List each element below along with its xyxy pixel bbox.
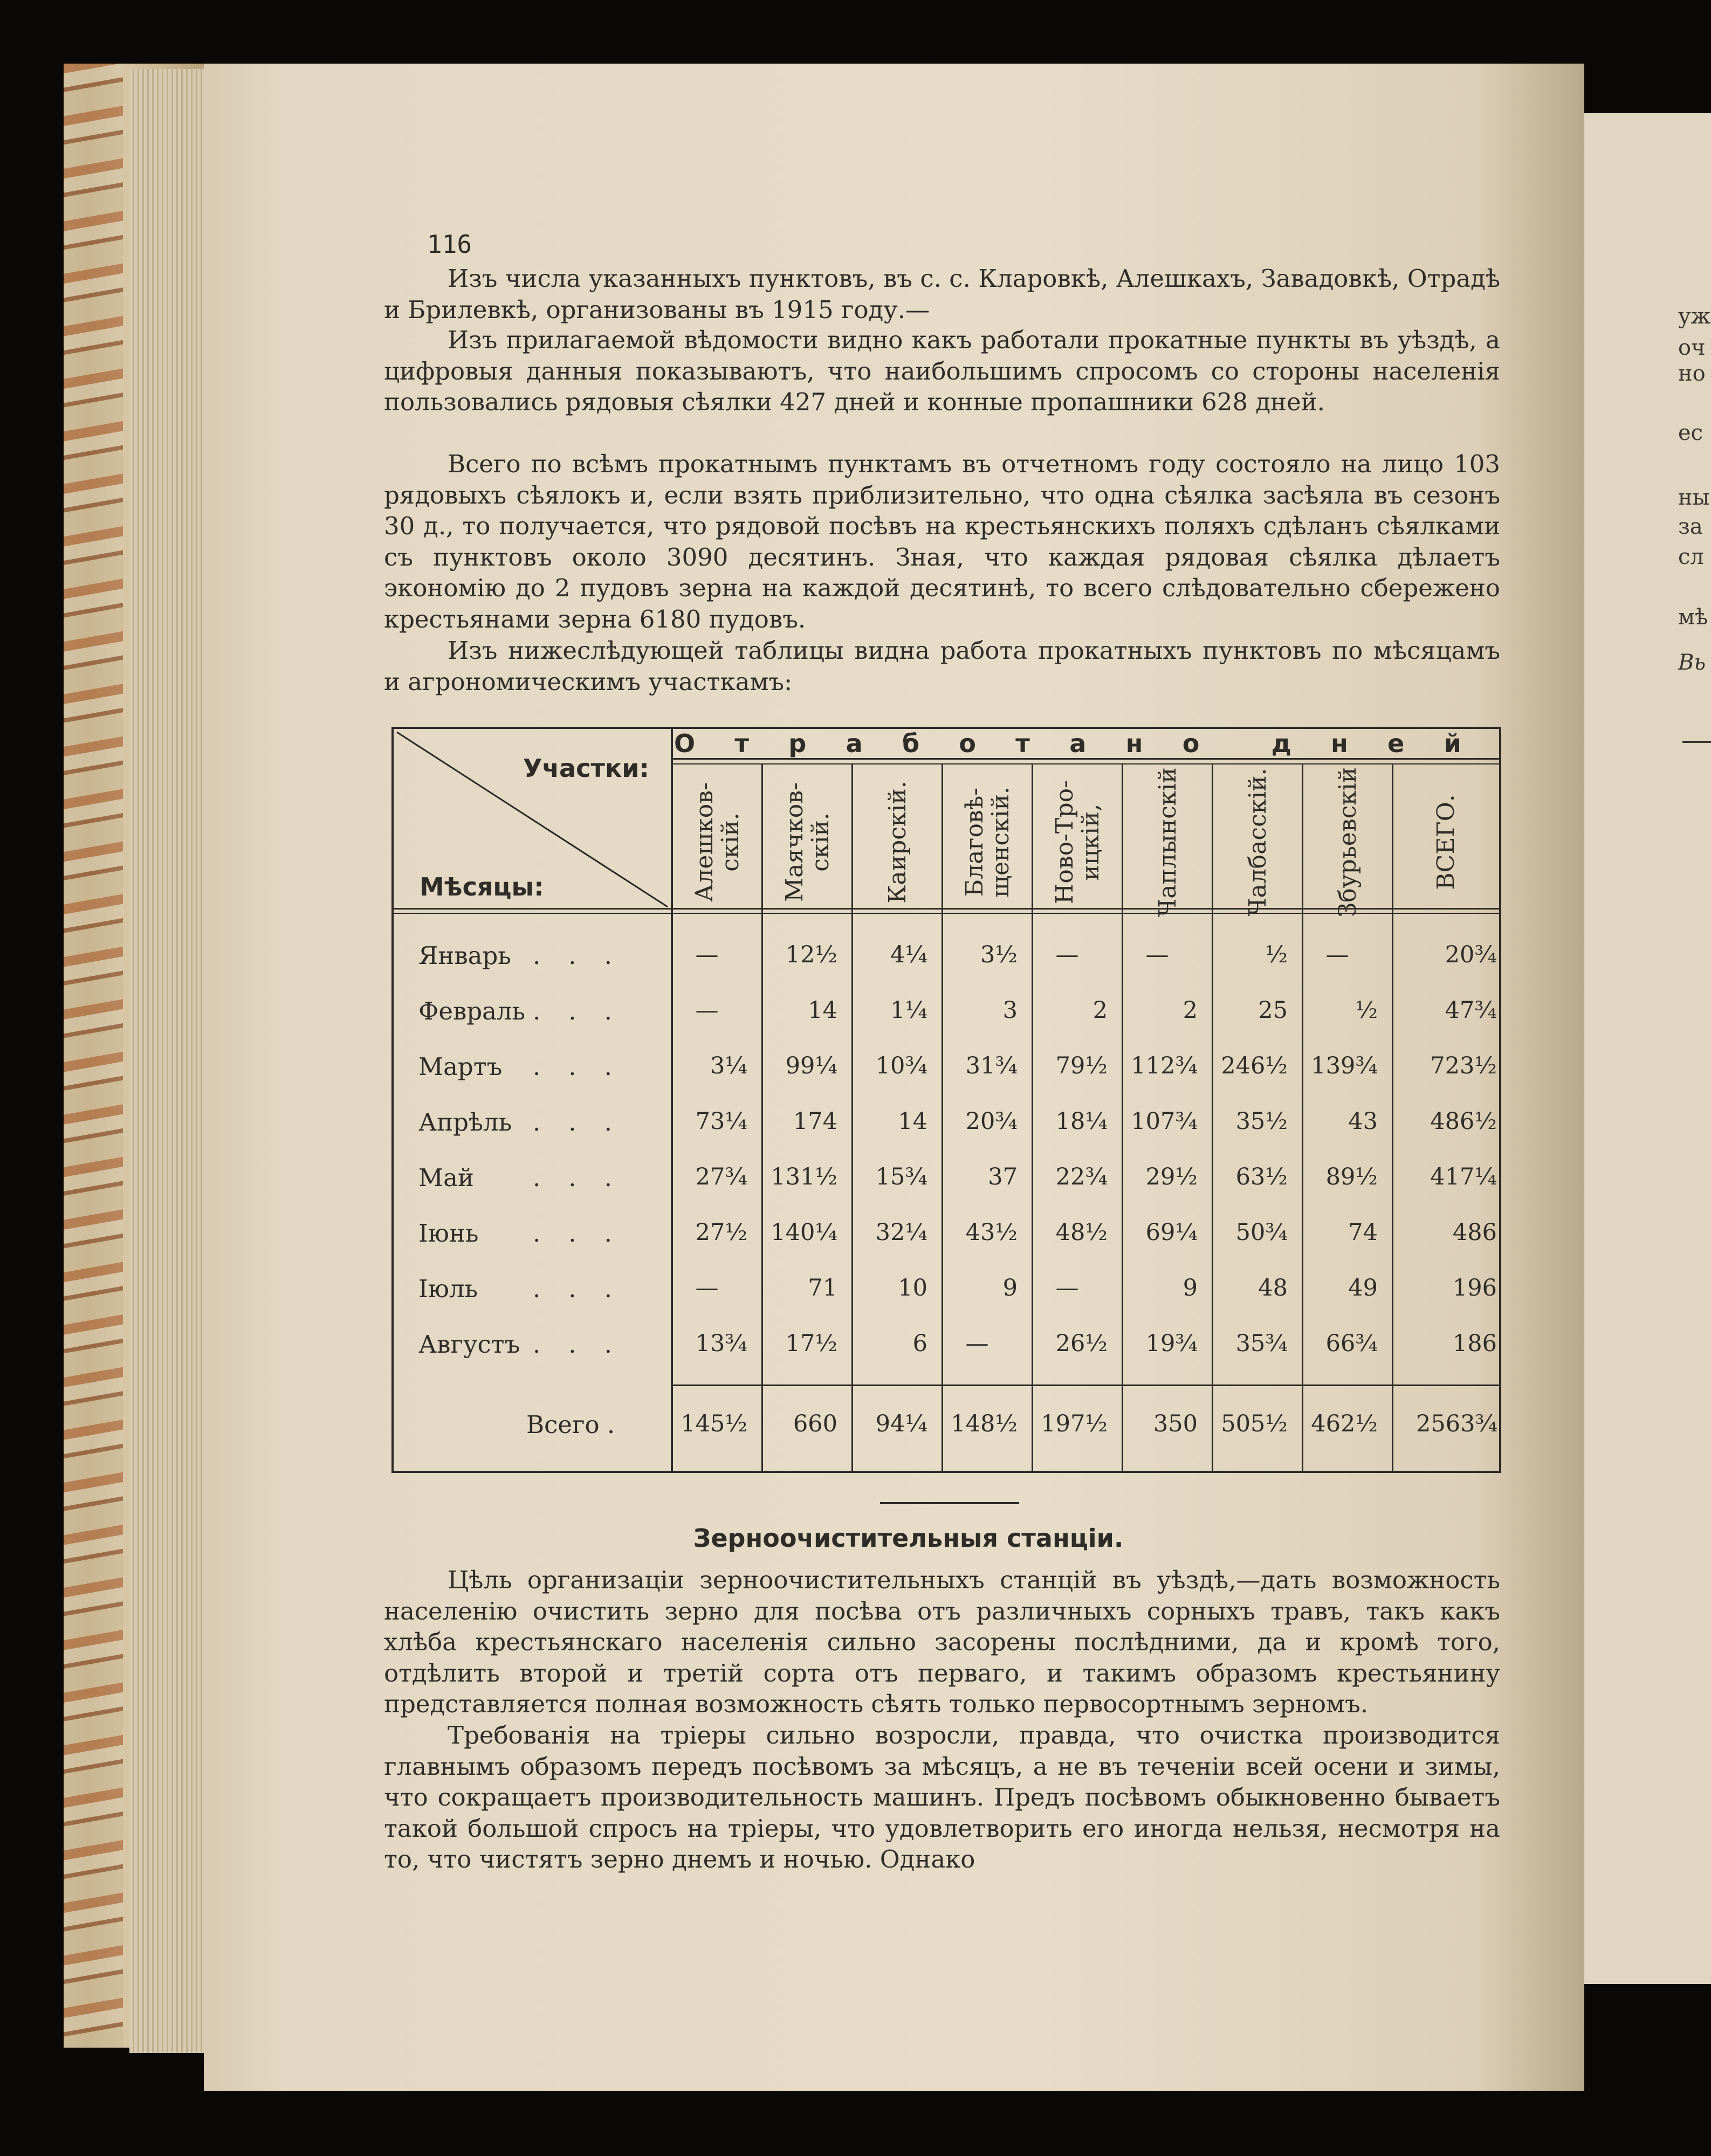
- table-cell: 69¼: [1145, 1219, 1198, 1246]
- table-cell: 63½: [1235, 1163, 1288, 1190]
- table-cell: ½: [1355, 997, 1378, 1024]
- table-cell: 9: [1183, 1275, 1198, 1301]
- next-page-fragment: ес: [1678, 421, 1703, 445]
- group-header-letter: б: [902, 729, 920, 758]
- table-cell: 20¾: [965, 1108, 1018, 1135]
- table-cell: 66¾: [1325, 1330, 1378, 1357]
- table-cell: 4¼: [890, 941, 927, 968]
- section-divider: [880, 1502, 1019, 1504]
- total-cell: 94¼: [875, 1410, 927, 1437]
- group-header-letter: о: [959, 729, 976, 758]
- row-month-label: Январь: [418, 941, 511, 970]
- table-cell: ½: [1265, 941, 1288, 968]
- table-cell: 14: [898, 1108, 927, 1135]
- column-header-blagoveshchensk: Благовѣ- щенскій.: [961, 787, 1014, 898]
- total-row-label: Всего .: [526, 1410, 615, 1439]
- total-cell: 145½: [681, 1410, 747, 1437]
- table-cell: 14: [808, 997, 837, 1024]
- column-header-mayachki: Маячков- скій.: [781, 782, 834, 902]
- group-header-letter: е: [1387, 729, 1405, 758]
- table-cell: 9: [1002, 1275, 1018, 1301]
- table-rule: [394, 913, 1499, 914]
- column-header-novo-troitsk: Ново-Тро- ицкій,: [1051, 780, 1104, 904]
- table-cell: 417¼: [1430, 1163, 1497, 1190]
- table-cell: 3½: [980, 941, 1018, 968]
- row-month-label: Февраль: [418, 997, 526, 1025]
- table-cell: 32¼: [875, 1219, 927, 1246]
- table-rule: [1499, 1384, 1501, 1386]
- next-page-fragment: уж: [1678, 304, 1711, 329]
- group-header-letter: д: [1271, 729, 1291, 758]
- table-cell: 18¼: [1055, 1108, 1108, 1135]
- work-days-table: [391, 727, 1501, 1471]
- paragraph-3: Всего по всѣмъ прокатнымъ пунктамъ въ отчетномъ году состояло на лицо 103 рядовыхъ сѣялокъ и, если взять приблизительно, что одна сѣялка засѣяла въ сезонъ 30 д., то получается, что рядовой посѣвъ на крестьянскихъ поляхъ сдѣланъ сѣялками съ пунктовъ около 3090 десятинъ. Зная, что каждая рядовая сѣялка дѣлаетъ экономію до 2 пудовъ зерна на каждой десятинѣ, то всего слѣдовательно сбережено крестьянами зерна 6180 пудовъ.: [384, 450, 1500, 633]
- table-cell: 47¾: [1445, 997, 1497, 1024]
- group-header-letter: й: [1444, 729, 1461, 758]
- table-cell: —: [965, 1330, 989, 1357]
- table-cell: 10: [898, 1275, 927, 1301]
- table-cell: 89½: [1325, 1163, 1378, 1190]
- total-cell: 462½: [1311, 1410, 1378, 1437]
- table-cell: 50¾: [1235, 1219, 1288, 1246]
- table-cell: —: [1055, 941, 1079, 968]
- next-page-fragment: Вь: [1678, 650, 1706, 675]
- table-cell: 13¾: [695, 1330, 747, 1357]
- next-page-fragment: но: [1678, 361, 1706, 386]
- table-cell: 246½: [1221, 1052, 1288, 1079]
- table-cell: 20¾: [1445, 941, 1497, 968]
- total-cell: 2563¾: [1416, 1410, 1498, 1437]
- row-leader-dots: ...: [533, 1163, 640, 1192]
- table-cell: 139¾: [1311, 1052, 1378, 1079]
- table-cell: 99¼: [785, 1052, 837, 1079]
- table-cell: 79½: [1055, 1052, 1108, 1079]
- table-cell: —: [695, 1275, 719, 1301]
- table-cell: 15¾: [875, 1163, 927, 1190]
- next-page-fragment: мѣ: [1678, 605, 1708, 630]
- table-cell: 2: [1183, 997, 1198, 1024]
- page-edges: [129, 69, 205, 2053]
- section-title: Зерноочистительныя станціи.: [693, 1524, 1124, 1553]
- table-cell: 10¾: [875, 1052, 927, 1079]
- table-cell: 48: [1258, 1275, 1288, 1301]
- page-number: 116: [427, 230, 472, 259]
- row-month-label: Іюль: [418, 1275, 478, 1303]
- table-cell: 140¼: [771, 1219, 837, 1246]
- table-cell: 49: [1348, 1275, 1378, 1301]
- group-header-letter: н: [1125, 729, 1143, 758]
- table-cell: 19¾: [1145, 1330, 1198, 1357]
- table-cell: 48½: [1055, 1219, 1108, 1246]
- next-page-fragment: ны: [1678, 485, 1710, 510]
- table-cell: 22¾: [1055, 1163, 1108, 1190]
- total-cell: 197½: [1041, 1410, 1108, 1437]
- table-cell: 723½: [1430, 1052, 1497, 1079]
- table-cell: 6: [912, 1330, 927, 1357]
- row-month-label: Май: [418, 1163, 474, 1192]
- next-page-rule: [1682, 741, 1711, 743]
- row-leader-dots: ...: [533, 1052, 640, 1081]
- paragraph-1: Изъ числа указанныхъ пунктовъ, въ с. с. Кларовкѣ, Алешкахъ, Завадовкѣ, Отрадѣ и Брилевкѣ, организованы въ 1915 году.—: [384, 264, 1500, 324]
- row-leader-dots: ...: [533, 1219, 640, 1248]
- row-month-label: Мартъ: [418, 1052, 503, 1081]
- group-header-letter: т: [1015, 729, 1030, 758]
- table-cell: 12½: [785, 941, 837, 968]
- table-cell: —: [1325, 941, 1349, 968]
- column-header-chalbasy: Чалбасскій.: [1244, 768, 1272, 917]
- group-header-letter: о: [1182, 729, 1200, 758]
- group-header-letter: н: [1331, 729, 1348, 758]
- table-cell: 29½: [1145, 1163, 1198, 1190]
- table-cell: 25: [1258, 997, 1288, 1024]
- group-header-letter: р: [788, 729, 807, 758]
- table-cell: 31¾: [965, 1052, 1018, 1079]
- group-header-letter: а: [846, 729, 863, 758]
- row-leader-dots: ...: [533, 1275, 640, 1303]
- table-cell: —: [695, 941, 719, 968]
- total-cell: 350: [1153, 1410, 1198, 1437]
- column-header-aleshki: Алешков- скій.: [691, 782, 744, 902]
- table-cell: 35¾: [1235, 1330, 1288, 1357]
- section-paragraph-2: Требованія на тріеры сильно возросли, правда, что очистка производится главнымъ образомъ передъ посѣвомъ за мѣсяцъ, а не въ теченіи всей осени и зимы, что сокращаетъ производительность машинъ. Предъ посѣвомъ обыкновенно бываетъ такой большой спросъ на тріеры, что удовлетворить его иногда нельзя, несмотря на то, что чистятъ зерно днемъ и ночью. Однако: [384, 1721, 1500, 1873]
- column-header-chaplynka: Чаплынскій: [1154, 767, 1181, 917]
- total-cell: 660: [793, 1410, 837, 1437]
- corner-header-sections: Участки:: [523, 754, 649, 783]
- row-month-label: Августъ: [418, 1330, 520, 1359]
- row-month-label: Іюнь: [418, 1219, 479, 1248]
- paragraph-2: Изъ прилагаемой вѣдомости видно какъ работали прокатные пункты въ уѣздѣ, а цифровыя данныя показываютъ, что наибольшимъ спросомъ со стороны населенія пользовались рядовыя сѣялки 427 дней и конные пропашники 628 дней.: [384, 326, 1500, 416]
- table-cell: 27½: [695, 1219, 747, 1246]
- next-page-edge: [1584, 113, 1711, 1984]
- column-header-zburyevka: Збурьевскій: [1334, 767, 1362, 918]
- table-rule: [671, 1384, 1501, 1386]
- paragraph-4: Изъ нижеслѣдующей таблицы видна работа прокатныхъ пунктовъ по мѣсяцамъ и агрономическимъ участкамъ:: [384, 636, 1500, 696]
- total-cell: 505½: [1221, 1410, 1288, 1437]
- table-cell: 43½: [965, 1219, 1018, 1246]
- next-page-fragment: оч: [1678, 335, 1706, 360]
- table-cell: 486: [1452, 1219, 1497, 1246]
- corner-header-months: Мѣсяцы:: [420, 872, 544, 901]
- table-cell: 1¼: [890, 997, 927, 1024]
- table-rule: [673, 763, 1499, 764]
- column-header-total: ВСЕГО.: [1432, 794, 1460, 890]
- group-header-letter: О: [674, 729, 696, 758]
- row-leader-dots: ...: [533, 1330, 640, 1359]
- table-cell: 2: [1092, 997, 1108, 1024]
- table-cell: 43: [1348, 1108, 1378, 1135]
- table-cell: 186: [1452, 1330, 1497, 1357]
- table-cell: —: [1145, 941, 1169, 968]
- table-cell: 17½: [785, 1330, 837, 1357]
- table-cell: —: [1055, 1275, 1079, 1301]
- table-cell: 3¼: [710, 1052, 747, 1079]
- table-rule: [391, 1471, 1501, 1473]
- row-month-label: Апрѣль: [418, 1108, 512, 1136]
- row-leader-dots: ...: [533, 997, 640, 1025]
- table-cell: 73¼: [695, 1108, 747, 1135]
- group-header-letter: т: [734, 729, 750, 758]
- group-header-letter: а: [1069, 729, 1087, 758]
- row-leader-dots: ...: [533, 1108, 640, 1136]
- next-page-fragment: за: [1678, 514, 1703, 539]
- table-cell: 112¾: [1131, 1052, 1198, 1079]
- table-cell: 3: [1002, 997, 1018, 1024]
- table-cell: 131½: [771, 1163, 837, 1190]
- table-cell: 174: [793, 1108, 837, 1135]
- section-paragraph-1: Цѣль организаціи зерноочистительныхъ станцій въ уѣздѣ,—дать возможность населенію очистить зерно для посѣва отъ различныхъ сорныхъ травъ, такъ какъ хлѣба крестьянскаго населенія сильно засорены послѣдними, да и кромѣ того, отдѣлить второй и третій сорта отъ перваго, и такимъ образомъ крестьянину представляется полная возможность сѣять только первосортнымъ зерномъ.: [384, 1566, 1500, 1718]
- table-cell: 26½: [1055, 1330, 1108, 1357]
- group-header-worked-days: [674, 729, 1461, 762]
- table-cell: 107¾: [1131, 1108, 1198, 1135]
- table-cell: 27¾: [695, 1163, 747, 1190]
- next-page-fragment: сл: [1678, 545, 1704, 569]
- table-cell: 486½: [1430, 1108, 1497, 1135]
- column-header-kairy: Каирскій.: [884, 781, 911, 904]
- table-cell: 71: [808, 1275, 837, 1301]
- table-cell: —: [695, 997, 719, 1024]
- table-cell: 74: [1348, 1219, 1378, 1246]
- table-cell: 35½: [1235, 1108, 1288, 1135]
- table-cell: 37: [988, 1163, 1018, 1190]
- total-cell: 148½: [951, 1410, 1018, 1437]
- row-leader-dots: ...: [533, 941, 640, 970]
- table-cell: 196: [1452, 1275, 1497, 1301]
